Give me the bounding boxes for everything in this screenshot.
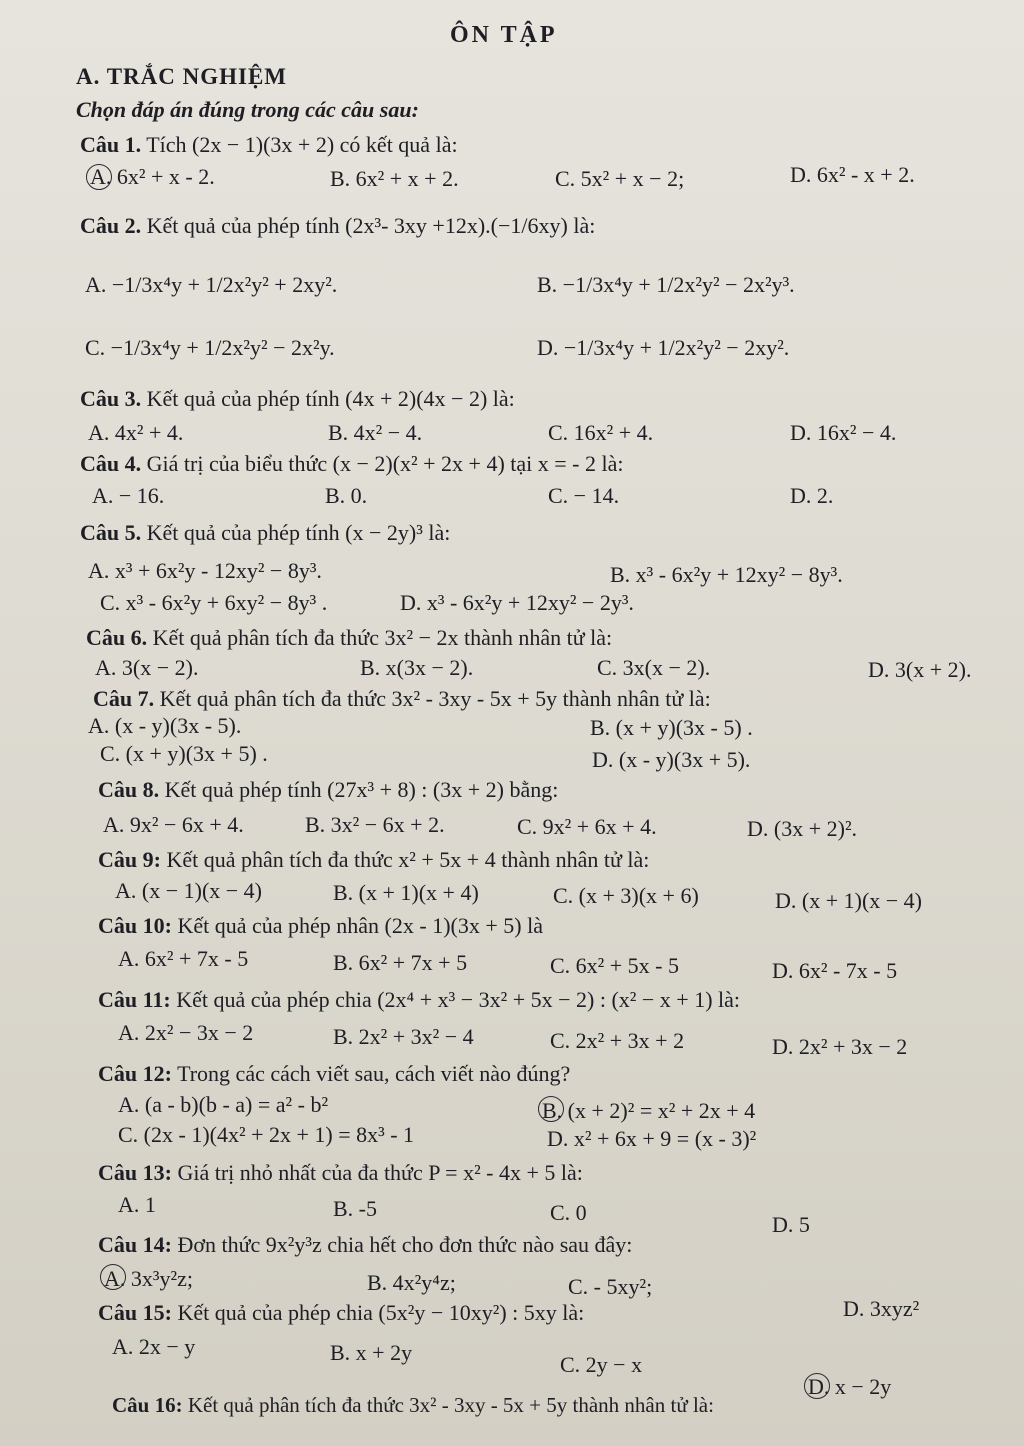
option-d: D. (x + 1)(x − 4) — [775, 888, 923, 913]
question-label: Câu 2. — [80, 213, 142, 238]
question-label: Câu 9: — [98, 847, 161, 872]
question-text: Kết quả của phép nhân (2x - 1)(3x + 5) là — [177, 913, 543, 938]
section-heading: A. TRẮC NGHIỆM — [76, 64, 288, 89]
question-text: Kết quả của phép chia (2x⁴ + x³ − 3x² + 5x − 2) : (x² − x + 1) là: — [176, 987, 741, 1012]
option-d: D. 6x² - x + 2. — [790, 162, 915, 187]
option-c: C. x³ - 6x²y + 6xy² − 8y³ . — [100, 590, 328, 615]
option-c: C. −1/3x⁴y + 1/2x²y² − 2x²y. — [85, 335, 335, 360]
option-b: B. 2x² + 3x² − 4 — [333, 1024, 474, 1049]
question-label: Câu 12: — [98, 1061, 172, 1086]
option-d: D. 5 — [772, 1212, 810, 1237]
option-d: D. 6x² - 7x - 5 — [772, 958, 898, 983]
question-13 — [98, 1160, 583, 1186]
option-d: D. x − 2y — [808, 1374, 892, 1399]
option-a: A. x³ + 6x²y - 12xy² − 8y³. — [88, 558, 322, 583]
question-2 — [80, 213, 595, 239]
option-b: B. 6x² + x + 2. — [330, 166, 459, 191]
question-1 — [80, 132, 458, 158]
question-text: Giá trị của biểu thức (x − 2)(x² + 2x + 4) tại x = - 2 là: — [146, 451, 624, 476]
option-b: B. 6x² + 7x + 5 — [333, 950, 468, 975]
option-a: A. − 16. — [92, 483, 165, 508]
option-b: B. -5 — [333, 1196, 377, 1221]
option-b: B. x³ - 6x²y + 12xy² − 8y³. — [610, 562, 843, 587]
option-a: A. 6x² + x - 2. — [90, 164, 215, 189]
question-text: Giá trị nhỏ nhất của đa thức P = x² - 4x + 5 là: — [177, 1160, 583, 1185]
option-c: C. (x + y)(3x + 5) . — [100, 741, 268, 766]
question-text: Kết quả của phép chia (5x²y − 10xy²) : 5xy là: — [177, 1300, 585, 1325]
question-11 — [98, 987, 740, 1013]
option-c: C. 2x² + 3x + 2 — [550, 1028, 685, 1053]
option-d: D. 3(x + 2). — [868, 657, 972, 682]
option-c: C. (x + 3)(x + 6) — [553, 883, 699, 908]
question-14 — [98, 1232, 632, 1258]
question-15 — [98, 1300, 584, 1326]
option-d: D. −1/3x⁴y + 1/2x²y² − 2xy². — [537, 335, 790, 360]
option-c: C. 3x(x − 2). — [597, 655, 711, 680]
option-a: A. 2x² − 3x − 2 — [118, 1020, 254, 1045]
option-d: D. (3x + 2)². — [747, 816, 858, 841]
option-c: C. 5x² + x − 2; — [555, 166, 685, 191]
question-8 — [98, 777, 558, 803]
question-label: Câu 6. — [86, 625, 148, 650]
question-label: Câu 1. — [80, 132, 142, 157]
question-7 — [93, 686, 711, 712]
option-b: B. (x + 1)(x + 4) — [333, 880, 479, 905]
option-c: C. (2x - 1)(4x² + 2x + 1) = 8x³ - 1 — [118, 1122, 415, 1147]
question-text: Đơn thức 9x²y³z chia hết cho đơn thức nào sau đây: — [177, 1232, 633, 1257]
option-a: A. 6x² + 7x - 5 — [118, 946, 249, 971]
question-10 — [98, 913, 543, 939]
question-4 — [80, 451, 623, 477]
option-a: A. 1 — [118, 1192, 156, 1217]
question-label: Câu 16: — [112, 1393, 183, 1417]
question-label: Câu 3. — [80, 386, 142, 411]
option-a: A. 9x² − 6x + 4. — [103, 812, 244, 837]
question-16 — [112, 1392, 714, 1418]
option-b: B. (x + 2)² = x² + 2x + 4 — [542, 1098, 756, 1123]
question-12 — [98, 1061, 570, 1087]
option-d: D. 3xyz² — [843, 1296, 920, 1321]
question-text: Kết quả của phép tính (4x + 2)(4x − 2) là: — [146, 386, 515, 411]
option-c: C. − 14. — [548, 483, 620, 508]
option-c: C. 9x² + 6x + 4. — [517, 814, 657, 839]
question-label: Câu 5. — [80, 520, 142, 545]
question-label: Câu 10: — [98, 913, 172, 938]
option-d: D. x² + 6x + 9 = (x - 3)² — [547, 1126, 757, 1151]
question-text: Tích (2x − 1)(3x + 2) có kết quả là: — [146, 132, 458, 157]
option-d: D. (x - y)(3x + 5). — [592, 747, 751, 772]
option-c: C. 0 — [550, 1200, 587, 1225]
option-a: A. 2x − y — [112, 1334, 196, 1359]
option-b: B. x + 2y — [330, 1340, 413, 1365]
question-9 — [98, 847, 649, 873]
option-d: D. 16x² − 4. — [790, 420, 897, 445]
option-a: A. −1/3x⁴y + 1/2x²y² + 2xy². — [85, 272, 338, 297]
option-a: A. (a - b)(b - a) = a² - b² — [118, 1092, 329, 1117]
page-title: ÔN TẬP — [450, 22, 558, 48]
question-label: Câu 8. — [98, 777, 160, 802]
question-3 — [80, 386, 515, 412]
question-label: Câu 13: — [98, 1160, 172, 1185]
option-b: B. 4x²y⁴z; — [367, 1270, 456, 1295]
option-d: D. 2. — [790, 483, 834, 508]
option-c: C. - 5xy²; — [568, 1274, 653, 1299]
option-a: A. 3x³y²z; — [104, 1266, 193, 1291]
question-label: Câu 7. — [93, 686, 155, 711]
question-text: Kết quả phân tích đa thức 3x² − 2x thành nhân tử là: — [152, 625, 613, 650]
option-a: A. (x - y)(3x - 5). — [88, 713, 242, 738]
option-a: A. 3(x − 2). — [95, 655, 199, 680]
option-d: D. 2x² + 3x − 2 — [772, 1034, 908, 1059]
question-text: Kết quả phân tích đa thức 3x² - 3xy - 5x + 5y thành nhân tử là: — [159, 686, 711, 711]
option-a: A. (x − 1)(x − 4) — [115, 878, 263, 903]
option-c: C. 16x² + 4. — [548, 420, 654, 445]
question-text: Kết quả phép tính (27x³ + 8) : (3x + 2) bằng: — [164, 777, 559, 802]
question-text: Kết quả phân tích đa thức 3x² - 3xy - 5x + 5y thành nhân tử là: — [187, 1393, 714, 1417]
option-c: C. 2y − x — [560, 1352, 643, 1377]
instruction-text: Chọn đáp án đúng trong các câu sau: — [76, 97, 419, 122]
question-6 — [86, 625, 612, 651]
option-a: A. 4x² + 4. — [88, 420, 184, 445]
option-b: B. (x + y)(3x - 5) . — [590, 715, 753, 740]
option-b: B. −1/3x⁴y + 1/2x²y² − 2x²y³. — [537, 272, 795, 297]
question-text: Kết quả phân tích đa thức x² + 5x + 4 thành nhân tử là: — [166, 847, 650, 872]
option-b: B. 4x² − 4. — [328, 420, 423, 445]
question-label: Câu 4. — [80, 451, 142, 476]
option-b: B. 3x² − 6x + 2. — [305, 812, 445, 837]
question-label: Câu 11: — [98, 987, 171, 1012]
option-c: C. 6x² + 5x - 5 — [550, 953, 680, 978]
question-text: Trong các cách viết sau, cách viết nào đúng? — [177, 1061, 571, 1086]
option-b: B. x(3x − 2). — [360, 655, 474, 680]
option-d: D. x³ - 6x²y + 12xy² − 2y³. — [400, 590, 634, 615]
question-label: Câu 14: — [98, 1232, 172, 1257]
option-b: B. 0. — [325, 483, 368, 508]
question-label: Câu 15: — [98, 1300, 172, 1325]
question-5 — [80, 520, 450, 546]
question-text: Kết quả của phép tính (x − 2y)³ là: — [146, 520, 451, 545]
question-text: Kết quả của phép tính (2x³- 3xy +12x).(−1/6xy) là: — [146, 213, 596, 238]
